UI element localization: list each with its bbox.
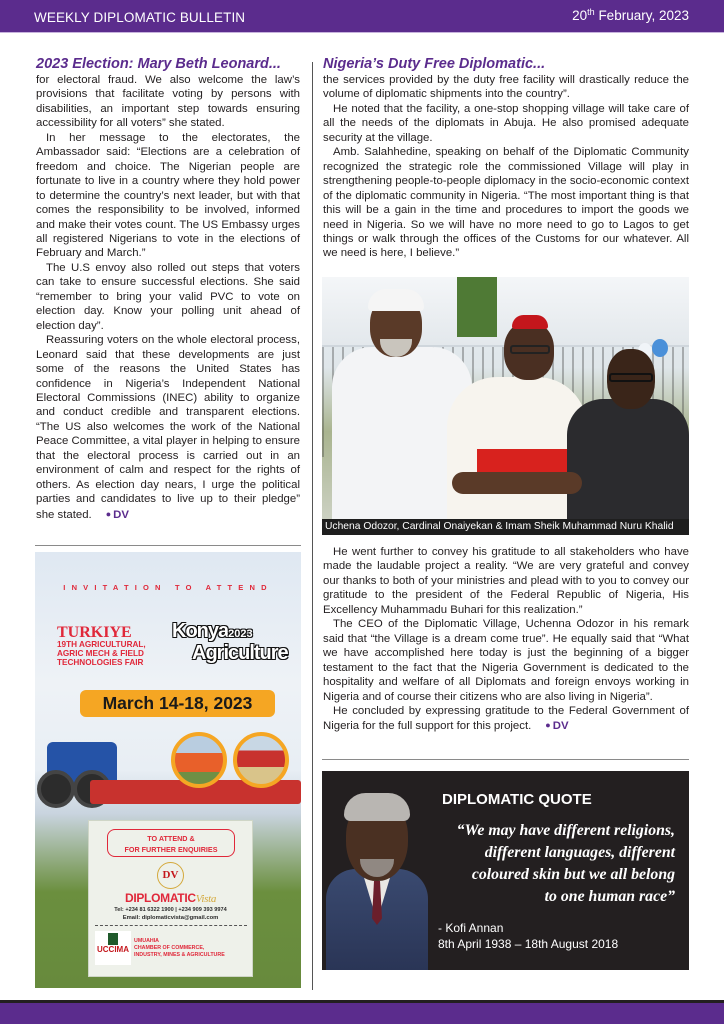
diplomatic-vista-logo-icon: DV	[157, 862, 184, 889]
diplomatic-quote-box	[322, 771, 689, 970]
ad-country: TURKIYE	[57, 624, 132, 641]
ad-enquiries-box	[107, 829, 235, 857]
bullet-icon: ●	[105, 508, 112, 519]
agriculture-text: Agriculture	[192, 642, 288, 664]
konya-year: 2023	[228, 628, 253, 640]
right-article-body-top	[323, 73, 689, 261]
issue-date	[572, 8, 689, 23]
paragraph: the services provided by the duty free facility will drastically reduce the volume of diplomatic shipments into the country”.	[323, 74, 689, 101]
paragraph	[36, 333, 300, 522]
balloon	[652, 339, 668, 357]
left-divider-line	[35, 545, 301, 546]
konya-agriculture-logo	[172, 622, 288, 663]
uccima-name	[134, 938, 225, 959]
enquire-line: FOR FURTHER ENQUIRIES	[124, 845, 218, 854]
tree	[457, 277, 497, 337]
right-article-body-bottom	[323, 545, 689, 734]
ad-invitation: INVITATION TO ATTEND	[63, 583, 273, 592]
trailer-image	[171, 732, 227, 788]
uccima-line: INDUSTRY, MINES & AGRICULTURE	[134, 952, 225, 958]
building-icon	[108, 933, 118, 945]
footer-bar	[0, 1000, 724, 1024]
paragraph: The U.S envoy also rolled out steps that voters can take to ensure successful elections. She said “remember to bring your valid PVC to vote on election day. Know your polling unit ahead of election day”.	[36, 261, 300, 332]
issue-date-suffix: th	[587, 7, 595, 17]
quote-line: to one human race”	[544, 888, 675, 905]
brand-script: Vista	[195, 893, 217, 905]
ad-fair-line: TECHNOLOGIES FAIR	[57, 657, 144, 667]
sign-off-text: DV	[552, 720, 569, 733]
sign-off	[106, 509, 129, 521]
tractor-wheel	[37, 770, 75, 808]
right-divider-line	[322, 759, 689, 760]
paragraph-text: Reassuring voters on the whole electoral process, Leonard said that these developments are just some of the reasons the United States has confidence in Nigeria’s Independent National Electoral Commissions (INEC) ability to organize and conduct credible and transparent elections. “The US also welcomes the work of the National Peace Committee, a vital player in helping to ensure that the electoral process is carried out in an environment of calm and respect for the rights of others. As election day nears, I urge the political parties and candidates to live up to their pledge” she stated.	[36, 334, 300, 521]
brand-main: DIPLOMATIC	[124, 891, 196, 905]
ad-email[interactable]: Email: diplomaticvista@gmail.com	[122, 915, 219, 921]
ad-event-dates: March 14-18, 2023	[80, 690, 275, 717]
quote-line: coloured skin but we all belong	[471, 866, 675, 883]
ceo-figure	[567, 399, 689, 535]
ad-fair-name	[57, 625, 146, 667]
tractor-image	[35, 730, 301, 820]
enquire-line: TO ATTEND &	[147, 834, 195, 843]
column-divider	[312, 62, 313, 990]
ad-contact-panel	[88, 820, 253, 977]
uccima-logo-text: UCCIMA	[97, 945, 129, 954]
quote-line: different languages, different	[484, 844, 675, 861]
konya-text: Konya	[172, 620, 229, 642]
cardinal-glasses	[510, 345, 550, 354]
issue-date-rest: February, 2023	[594, 8, 689, 23]
paragraph-text: He concluded by expressing gratitude to the Federal Government of Nigeria for the full support for this project.	[323, 704, 689, 733]
paragraph: Amb. Salahhedine, speaking on behalf of the Diplomatic Community recognized the strategic role the commissioned Village will play in strengthening people-to-people diplomacy in the socio-economic context of the diplomatic community in Nigeria. “The most important thing is that this will be a gain in the time and procedures to import the goods we need in Nigeria. So we will have no more need to go to Lagos to get things or walk through the offices of the Customs for our whatever. All we need is here, I believe.”	[323, 146, 689, 260]
quote-author: - Kofi Annan	[438, 921, 504, 935]
uccima-line: UMUAHIA	[134, 938, 160, 944]
issue-date-day: 20	[572, 8, 588, 23]
bullet-icon: ●	[545, 720, 551, 731]
imam-cap	[368, 289, 424, 311]
uccima-line: CHAMBER OF COMMERCE,	[134, 945, 205, 951]
publication-title: WEEKLY DIPLOMATIC BULLETIN	[34, 10, 246, 25]
left-article-body	[36, 73, 300, 522]
ad-fair-line: 19TH AGRICULTURAL,	[57, 640, 146, 649]
dashed-divider	[95, 925, 247, 926]
ad-brand	[89, 891, 252, 905]
ad-telephone[interactable]: Tel: +234 81 6322 1900 | +234 909 393 9974	[114, 907, 227, 913]
quote-heading: DIPLOMATIC QUOTE	[442, 791, 592, 808]
quote-author-dates: 8th April 1938 – 18th August 2018	[438, 937, 619, 951]
right-article-title: Nigeria’s Duty Free Diplomatic...	[323, 56, 546, 72]
joined-hands	[452, 472, 582, 494]
paragraph	[323, 704, 689, 734]
paragraph: He noted that the facility, a one-stop shopping village will take care of all the needs of the diplomats in Abuja. He also promised adequate security at the village.	[323, 102, 689, 144]
left-article-title: 2023 Election: Mary Beth Leonard...	[36, 56, 281, 72]
sign-off	[545, 720, 568, 732]
cardinal-cap	[512, 315, 548, 329]
paragraph: The CEO of the Diplomatic Village, Uchenna Odozor in his remark said that “the Village is a dream come true”. He equally said that “What we have accomplished here today is just the beginning of a bigger testament to the fact that the Nigeria Government is dedicated to the hospitality and welfare of all Diplomats and foreign envoys working in Nigeria and of course their citizens who are also living in Nigeria”.	[323, 618, 689, 703]
paragraph: In her message to the electorates, the Ambassador said: “Elections are a celebration of freedom and choice. The Nigerian people are fortunate to live in a country where they hold power to determine the country’s next leader, but with that comes the responsibility to be involved, informed and make their votes count. The US Embassy urges all registered Nigerians to vote in the elections of February and March.”	[36, 131, 300, 260]
paragraph: for electoral fraud. We also welcome the law’s provisions that facilitate voting by persons with disabilities, an important step towards ensuring accessibility for all voters” she stated.	[36, 74, 300, 130]
photo-caption: Uchena Odozor, Cardinal Onaiyekan & Imam Sheik Muhammad Nuru Khalid	[322, 519, 689, 535]
sign-off-text: DV	[113, 508, 129, 521]
header-bar	[0, 0, 724, 33]
ad-fair-line: AGRIC MECH & FIELD	[57, 648, 144, 658]
portrait-hair	[344, 793, 410, 821]
quote-line: “We may have different religions,	[456, 822, 675, 839]
paragraph: He went further to convey his gratitude to all stakeholders who have made the laudable project a reality. “We are very grateful and convey our thanks to both of your ministries and plead with to you to convey our gratitude to the president of the Federal Republic of Nigeria, His Excellency Muhammadu Buhari for this realization.”	[323, 546, 689, 616]
advertisement-konya-agriculture[interactable]	[35, 552, 301, 988]
quote-text	[405, 820, 675, 908]
ceo-glasses	[609, 373, 653, 382]
uccima-logo-icon	[95, 931, 131, 965]
baler-image	[233, 732, 289, 788]
event-photo[interactable]	[322, 277, 689, 535]
